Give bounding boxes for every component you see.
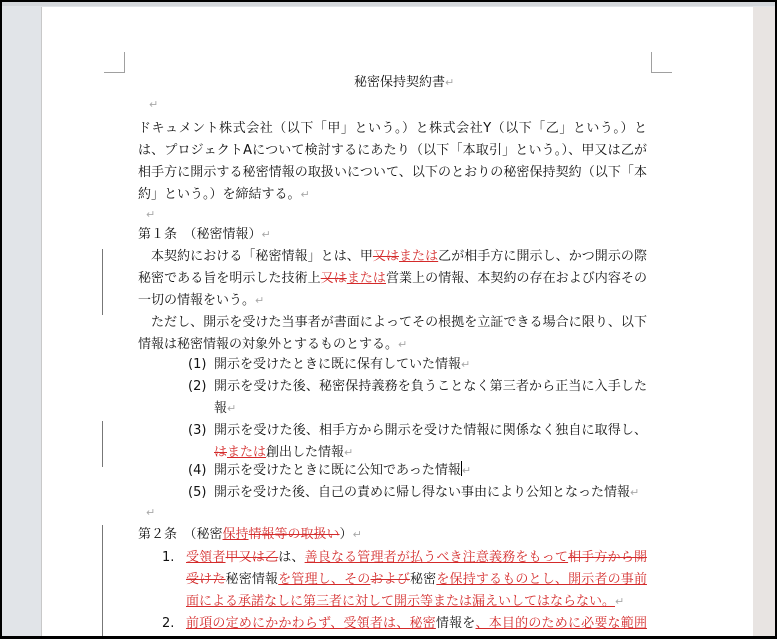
document-page[interactable]: [41, 7, 754, 636]
text-line[interactable]: [146, 503, 155, 523]
text-line[interactable]: [214, 355, 470, 375]
text-run: 秘密保持契約書: [354, 75, 446, 90]
text-run: 秘密: [409, 572, 437, 587]
text-line[interactable]: [151, 247, 647, 267]
text-line[interactable]: [138, 291, 264, 311]
text-run: 乙が相手方に開示し、かつ開示の際: [438, 249, 647, 264]
text-run: 秘密である旨を明示した技術上: [138, 271, 321, 286]
text-run: ただし、開示を受けた当事者が書面によってその根拠を立証できる場合に限り、以下: [151, 315, 647, 330]
list-number: 2.: [162, 616, 175, 631]
list-number: (4): [188, 463, 207, 478]
tracked-insertion: または: [346, 271, 386, 286]
text-run: 一切の情報をいう。: [138, 293, 256, 308]
document-title[interactable]: [354, 73, 454, 93]
text-line[interactable]: [138, 225, 271, 245]
tracked-insertion: を保持するものとし、開示者の事前: [436, 572, 647, 587]
text-run: 秘密情報: [225, 572, 279, 587]
text-line[interactable]: [186, 548, 647, 568]
text-line[interactable]: [149, 95, 158, 115]
tracked-insertion: 受領者: [186, 550, 226, 565]
right-gutter: [753, 7, 775, 636]
paragraph-mark-icon: ↵: [461, 464, 472, 477]
paragraph-mark-icon: ↵: [615, 595, 625, 608]
list-number: (2): [188, 379, 207, 394]
text-run: ドキュメント株式会社（以下「甲」という。）と株式会社Y（以下「乙」という。）と: [138, 121, 647, 136]
text-run: 本契約における「秘密情報」とは、甲: [151, 249, 373, 264]
paragraph-mark-icon: ↵: [261, 228, 271, 241]
tracked-deletion: 又は: [320, 271, 347, 286]
text-run: 第１条 （秘密情報）: [138, 227, 262, 242]
text-run: は、: [278, 550, 305, 565]
text-run: 情報を: [435, 616, 476, 631]
paragraph-mark-icon: ↵: [461, 358, 471, 371]
list-number: (1): [188, 357, 207, 372]
text-line[interactable]: [146, 205, 155, 225]
tracked-deletion: は: [214, 445, 228, 460]
tracked-insertion: を管理し、その: [278, 572, 371, 587]
paragraph-mark-icon: ↵: [300, 188, 310, 201]
text-line[interactable]: [138, 185, 310, 205]
paragraph-mark-icon: ↵: [352, 528, 362, 541]
text-run: 報: [214, 401, 228, 416]
top-ruler-strip: [2, 2, 775, 6]
text-line[interactable]: [214, 421, 647, 441]
list-number: (3): [188, 423, 207, 438]
tracked-insertion: または: [399, 249, 439, 264]
tracked-insertion: 善良なる管理者が払うべき注意義務をもって: [304, 550, 569, 565]
paragraph-mark-icon: ↵: [255, 294, 265, 307]
paragraph-mark-icon: ↵: [149, 98, 159, 111]
tracked-deletion: 情報等の取扱い: [248, 527, 340, 542]
text-line[interactable]: [214, 461, 471, 481]
text-run: 開示を受けたときに既に保有していた情報: [214, 357, 462, 372]
text-line[interactable]: [214, 377, 647, 397]
text-run: 開示を受けた後、相手方から開示を受けた情報に関係なく独自に取得し、: [214, 423, 647, 438]
tracked-insertion: 面による承諾なしに第三者に対して開示等または漏えいしてはならない。: [186, 594, 616, 609]
paragraph-mark-icon: ↵: [146, 208, 156, 221]
text-run: 営業上の情報、本契約の存在および内容その: [385, 271, 647, 286]
paragraph-mark-icon: ↵: [344, 446, 354, 459]
tracked-insertion: 前項の定めにかかわらず、受領者は、秘密: [186, 616, 436, 631]
text-line[interactable]: [138, 163, 647, 183]
crop-mark-top-right: [651, 52, 672, 73]
text-line[interactable]: [186, 570, 647, 590]
tracked-insertion: 保持: [222, 527, 249, 542]
change-bar: [102, 249, 103, 315]
tracked-deletion: および: [370, 572, 410, 587]
paragraph-mark-icon: ↵: [146, 506, 156, 519]
word-processor-window: [2, 2, 775, 636]
text-run: ）: [339, 527, 353, 542]
text-line[interactable]: [138, 119, 647, 139]
tracked-insertion: 、本目的のために必要な範囲: [475, 616, 647, 631]
text-line[interactable]: [186, 614, 647, 634]
text-run: 約」という。）を締結する。: [138, 187, 301, 202]
tracked-deletion: 相手方から開: [568, 550, 647, 565]
tracked-deletion: 受けた: [186, 572, 226, 587]
crop-mark-top-left: [104, 52, 125, 73]
text-run: 創出した情報: [266, 445, 345, 460]
text-run: 相手方に開示する秘密情報の取扱いについて、以下のとおりの秘密保持契約（以下「本: [138, 165, 647, 180]
text-run: は、プロジェクトAについて検討するにあたり（以下「本取引」という。）、甲又は乙が: [138, 143, 647, 158]
paragraph-mark-icon: ↵: [630, 486, 640, 499]
text-run: 情報は秘密情報の対象外とするものとする。: [138, 337, 399, 352]
text-line[interactable]: [138, 269, 647, 289]
text-line[interactable]: [151, 313, 647, 333]
paragraph-mark-icon: ↵: [227, 402, 237, 415]
text-line[interactable]: [138, 141, 647, 161]
tracked-deletion: 又は: [372, 249, 399, 264]
text-run: 第２条 （秘密: [138, 527, 223, 542]
tracked-deletion: 甲又は乙: [225, 550, 279, 565]
text-line[interactable]: [138, 335, 407, 355]
text-line[interactable]: [214, 443, 353, 463]
text-line[interactable]: [138, 525, 362, 545]
tracked-insertion: または: [227, 445, 267, 460]
text-run: 開示を受けたときに既に公知であった情報: [214, 463, 461, 478]
paragraph-mark-icon: ↵: [445, 76, 455, 89]
text-run: 開示を受けた後、秘密保持義務を負うことなく第三者から正当に入手した: [214, 379, 647, 394]
list-number: 1.: [162, 550, 175, 565]
change-bar: [102, 525, 103, 636]
text-run: 開示を受けた後、自己の責めに帰し得ない事由により公知となった情報: [214, 485, 631, 500]
text-line[interactable]: [214, 399, 236, 419]
paragraph-mark-icon: ↵: [398, 338, 408, 351]
list-number: (5): [188, 485, 207, 500]
text-line[interactable]: [186, 592, 624, 612]
change-bar: [102, 421, 103, 467]
text-line[interactable]: [214, 483, 639, 503]
